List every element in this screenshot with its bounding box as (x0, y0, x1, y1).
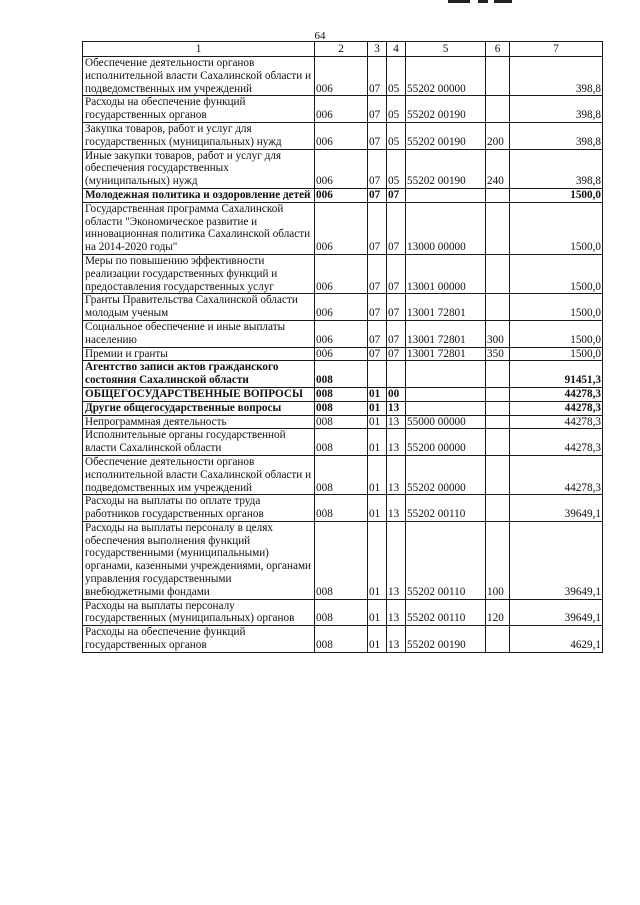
amount-value: 398,8 (510, 149, 603, 188)
target-article-code (406, 361, 486, 388)
ministry-code: 006 (315, 347, 368, 361)
scan-artifact-1 (448, 0, 470, 3)
target-article-code (406, 401, 486, 415)
table-row (83, 202, 603, 254)
scan-artifact-3 (494, 0, 512, 3)
row-name: Гранты Правительства Сахалинской области молодым ученым (83, 294, 315, 321)
row-name: Агентство записи актов гражданского состояния Сахалинской области (83, 361, 315, 388)
expense-type-code (486, 401, 510, 415)
expense-type-code (486, 294, 510, 321)
section-code: 07 (368, 149, 387, 188)
subsection-code: 07 (387, 188, 406, 202)
table-row (83, 96, 603, 123)
section-code: 07 (368, 188, 387, 202)
amount-value: 1500,0 (510, 320, 603, 347)
section-code: 07 (368, 294, 387, 321)
table-row (83, 599, 603, 626)
budget-table (82, 41, 603, 653)
header-cell: 3 (368, 42, 387, 57)
amount-value: 44278,3 (510, 415, 603, 429)
amount-value: 39649,1 (510, 599, 603, 626)
section-code: 01 (368, 599, 387, 626)
section-code: 01 (368, 495, 387, 522)
expense-type-code (486, 57, 510, 96)
row-name: Исполнительные органы государственной власти Сахалинской области (83, 429, 315, 456)
subsection-code: 07 (387, 347, 406, 361)
section-code: 01 (368, 415, 387, 429)
amount-value: 398,8 (510, 57, 603, 96)
ministry-code: 008 (315, 429, 368, 456)
target-article-code (406, 188, 486, 202)
ministry-code: 008 (315, 387, 368, 401)
expense-type-code (486, 415, 510, 429)
subsection-code: 05 (387, 122, 406, 149)
subsection-code: 05 (387, 57, 406, 96)
subsection-code: 07 (387, 254, 406, 293)
amount-value: 39649,1 (510, 521, 603, 599)
header-cell: 2 (315, 42, 368, 57)
expense-type-code: 350 (486, 347, 510, 361)
table-row (83, 347, 603, 361)
row-name: Обеспечение деятельности органов исполнительной власти Сахалинской области и подведомственных им учреждений (83, 57, 315, 96)
row-name: Расходы на обеспечение функций государственных органов (83, 96, 315, 123)
table-row (83, 455, 603, 494)
subsection-code: 00 (387, 387, 406, 401)
ministry-code: 008 (315, 361, 368, 388)
row-name: Расходы на выплаты по оплате труда работников государственных органов (83, 495, 315, 522)
table-row (83, 361, 603, 388)
target-article-code: 13000 00000 (406, 202, 486, 254)
subsection-code: 13 (387, 626, 406, 653)
ministry-code: 006 (315, 57, 368, 96)
target-article-code: 55202 00000 (406, 57, 486, 96)
amount-value: 1500,0 (510, 202, 603, 254)
row-name: Государственная программа Сахалинской области "Экономическое развитие и инновационная политика Сахалинской области на 2014-2020 годы" (83, 202, 315, 254)
row-name: Социальное обеспечение и иные выплаты населению (83, 320, 315, 347)
ministry-code: 008 (315, 495, 368, 522)
table-row (83, 122, 603, 149)
section-code: 07 (368, 96, 387, 123)
table-row (83, 521, 603, 599)
amount-value: 1500,0 (510, 188, 603, 202)
target-article-code: 13001 72801 (406, 320, 486, 347)
section-code: 07 (368, 347, 387, 361)
expense-type-code: 240 (486, 149, 510, 188)
target-article-code: 55202 00190 (406, 96, 486, 123)
row-name: Молодежная политика и оздоровление детей (83, 188, 315, 202)
subsection-code: 13 (387, 521, 406, 599)
table-row (83, 149, 603, 188)
section-code: 07 (368, 320, 387, 347)
section-code: 01 (368, 401, 387, 415)
subsection-code: 13 (387, 429, 406, 456)
expense-type-code (486, 202, 510, 254)
expense-type-code (486, 361, 510, 388)
ministry-code: 008 (315, 521, 368, 599)
target-article-code: 55202 00110 (406, 495, 486, 522)
subsection-code: 07 (387, 202, 406, 254)
target-article-code: 13001 72801 (406, 347, 486, 361)
amount-value: 1500,0 (510, 347, 603, 361)
section-code: 01 (368, 626, 387, 653)
subsection-code: 13 (387, 495, 406, 522)
subsection-code: 07 (387, 294, 406, 321)
target-article-code: 55202 00110 (406, 599, 486, 626)
amount-value: 91451,3 (510, 361, 603, 388)
row-name: Расходы на выплаты персоналу государственных (муниципальных) органов (83, 599, 315, 626)
expense-type-code: 100 (486, 521, 510, 599)
target-article-code: 55202 00190 (406, 122, 486, 149)
header-cell: 6 (486, 42, 510, 57)
header-cell: 1 (83, 42, 315, 57)
target-article-code: 55202 00000 (406, 455, 486, 494)
table-row (83, 294, 603, 321)
row-name: ОБЩЕГОСУДАРСТВЕННЫЕ ВОПРОСЫ (83, 387, 315, 401)
row-name: Иные закупки товаров, работ и услуг для обеспечения государственных (муниципальных) нужд (83, 149, 315, 188)
row-name: Закупка товаров, работ и услуг для государственных (муниципальных) нужд (83, 122, 315, 149)
amount-value: 39649,1 (510, 495, 603, 522)
header-cell: 7 (510, 42, 603, 57)
page-number: 64 (314, 30, 326, 42)
subsection-code (387, 361, 406, 388)
subsection-code: 13 (387, 455, 406, 494)
ministry-code: 008 (315, 415, 368, 429)
target-article-code: 13001 00000 (406, 254, 486, 293)
subsection-code: 13 (387, 599, 406, 626)
target-article-code: 55200 00000 (406, 429, 486, 456)
table-row (83, 254, 603, 293)
expense-type-code (486, 254, 510, 293)
section-code: 01 (368, 521, 387, 599)
ministry-code: 008 (315, 626, 368, 653)
ministry-code: 008 (315, 599, 368, 626)
target-article-code: 55202 00110 (406, 521, 486, 599)
row-name: Непрограммная деятельность (83, 415, 315, 429)
subsection-code: 05 (387, 96, 406, 123)
table-row (83, 188, 603, 202)
amount-value: 1500,0 (510, 294, 603, 321)
expense-type-code (486, 626, 510, 653)
section-code: 01 (368, 429, 387, 456)
table-row (83, 495, 603, 522)
row-name: Другие общегосударственные вопросы (83, 401, 315, 415)
scan-artifact-2 (478, 0, 488, 3)
table-row (83, 320, 603, 347)
table-row (83, 401, 603, 415)
expense-type-code: 200 (486, 122, 510, 149)
expense-type-code (486, 455, 510, 494)
amount-value: 44278,3 (510, 387, 603, 401)
row-name: Премии и гранты (83, 347, 315, 361)
table-row (83, 387, 603, 401)
ministry-code: 006 (315, 320, 368, 347)
amount-value: 4629,1 (510, 626, 603, 653)
expense-type-code (486, 429, 510, 456)
ministry-code: 006 (315, 96, 368, 123)
amount-value: 398,8 (510, 96, 603, 123)
target-article-code: 55000 00000 (406, 415, 486, 429)
ministry-code: 006 (315, 149, 368, 188)
section-code: 07 (368, 57, 387, 96)
subsection-code: 05 (387, 149, 406, 188)
expense-type-code (486, 188, 510, 202)
amount-value: 44278,3 (510, 429, 603, 456)
section-code: 01 (368, 455, 387, 494)
ministry-code: 006 (315, 254, 368, 293)
table-row (83, 626, 603, 653)
subsection-code: 13 (387, 415, 406, 429)
row-name: Расходы на обеспечение функций государственных органов (83, 626, 315, 653)
expense-type-code: 300 (486, 320, 510, 347)
table-row (83, 415, 603, 429)
ministry-code: 006 (315, 122, 368, 149)
header-cell: 4 (387, 42, 406, 57)
target-article-code: 55202 00190 (406, 626, 486, 653)
target-article-code: 55202 00190 (406, 149, 486, 188)
row-name: Расходы на выплаты персоналу в целях обеспечения выполнения функций государственными (муниципальными) органами, казенными учреждениями, органами управления государственными внебюджетными фондами (83, 521, 315, 599)
section-code: 07 (368, 254, 387, 293)
section-code: 01 (368, 387, 387, 401)
section-code: 07 (368, 122, 387, 149)
ministry-code: 006 (315, 294, 368, 321)
row-name: Меры по повышению эффективности реализации государственных функций и предоставления государственных услуг (83, 254, 315, 293)
ministry-code: 006 (315, 188, 368, 202)
target-article-code: 13001 72801 (406, 294, 486, 321)
row-name: Обеспечение деятельности органов исполнительной власти Сахалинской области и подведомственных им учреждений (83, 455, 315, 494)
amount-value: 398,8 (510, 122, 603, 149)
amount-value: 1500,0 (510, 254, 603, 293)
amount-value: 44278,3 (510, 455, 603, 494)
expense-type-code (486, 387, 510, 401)
expense-type-code (486, 96, 510, 123)
section-code: 07 (368, 202, 387, 254)
subsection-code: 13 (387, 401, 406, 415)
subsection-code: 07 (387, 320, 406, 347)
header-cell: 5 (406, 42, 486, 57)
ministry-code: 008 (315, 401, 368, 415)
section-code (368, 361, 387, 388)
ministry-code: 008 (315, 455, 368, 494)
amount-value: 44278,3 (510, 401, 603, 415)
table-row (83, 429, 603, 456)
expense-type-code (486, 495, 510, 522)
target-article-code (406, 387, 486, 401)
ministry-code: 006 (315, 202, 368, 254)
expense-type-code: 120 (486, 599, 510, 626)
table-row (83, 57, 603, 96)
table-header-row (83, 42, 603, 57)
